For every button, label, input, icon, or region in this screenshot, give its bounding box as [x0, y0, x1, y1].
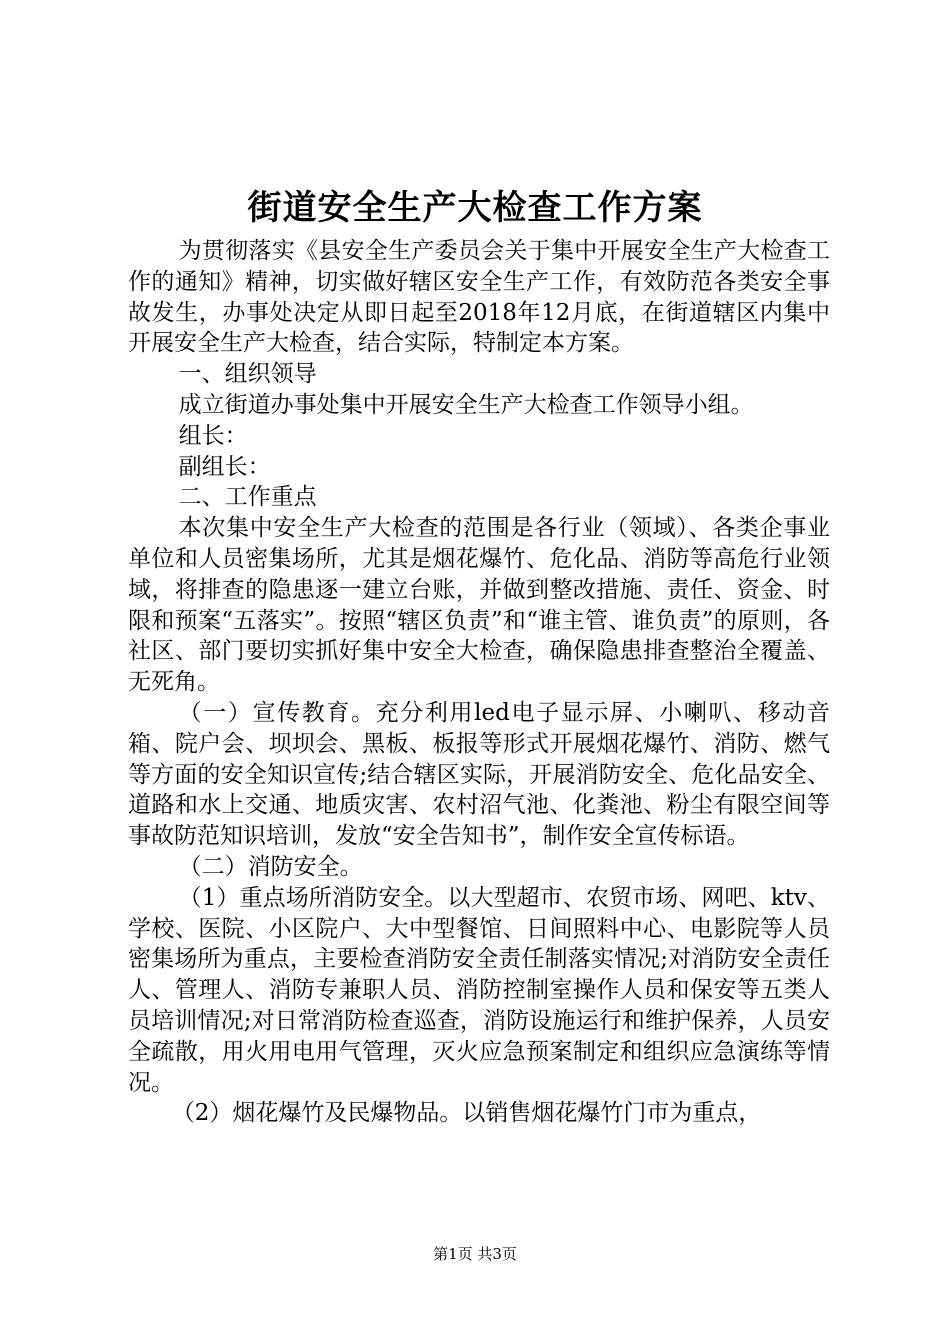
paragraph-leadership-group: 成立街道办事处集中开展安全生产大检查工作领导小组。 [178, 391, 754, 418]
intro-paragraph: 为贯彻落实《县安全生产委员会关于集中开展安全生产大检查工作的通知》精神，切实做好辖区安全生产工作，有效防范各类安全事故发生，办事处决定从即日起至2018年12月底，在街道辖区内集中开展安全生产大检查，结合实际，特制定本方案。 [128, 238, 830, 357]
document-title: 街道安全生产大检查工作方案 [247, 188, 703, 228]
paragraph-deputy-leader: 副组长： [178, 453, 271, 480]
section-heading-key-work: 二、工作重点 [178, 484, 317, 511]
section-heading-organization: 一、组织领导 [178, 361, 317, 388]
subsection-fire-safety: （二）消防安全。 [178, 853, 363, 880]
paragraph-group-leader: 组长： [178, 422, 248, 449]
paragraph-publicity: （一）宣传教育。充分利用led电子显示屏、小喇叭、移动音箱、院户会、坝坝会、黑板、板报等形式开展烟花爆竹、消防、燃气等方面的安全知识宣传;结合辖区实际，开展消防安全、危化品安全、道路和水上交通、地质灾害、农村沼气池、化粪池、粉尘有限空间等事故防范知识培训，发放“安全告知书”，制作安全宣传标语。 [128, 699, 830, 850]
paragraph-fireworks: （2）烟花爆竹及民爆物品。以销售烟花爆竹门市为重点， [171, 1100, 762, 1127]
page-footer: 第1页 共3页 [433, 1245, 517, 1263]
paragraph-key-sites-fire-safety: （1）重点场所消防安全。以大型超市、农贸市场、网吧、ktv、学校、医院、小区院户、大中型餐馆、日间照料中心、电影院等人员密集场所为重点，主要检查消防安全责任制落实情况;对消防安全责任人、管理人、消防专兼职人员、消防控制室操作人员和保安等五类人员培训情况;对日常消防检查巡查，消防设施运行和维护保养，人员安全疏散，用火用电用气管理，灭火应急预案制定和组织应急演练等情况。 [128, 884, 830, 1096]
document-body [128, 236, 830, 1129]
paragraph-scope: 本次集中安全生产大检查的范围是各行业（领域）、各类企事业单位和人员密集场所，尤其是烟花爆竹、危化品、消防等高危行业领域，将排查的隐患逐一建立台账，并做到整改措施、责任、资金、时限和预案“五落实”。按照“辖区负责”和“谁主管、谁负责”的原则，各社区、部门要切实抓好集中安全大检查，确保隐患排查整治全覆盖、无死角。 [128, 515, 830, 696]
